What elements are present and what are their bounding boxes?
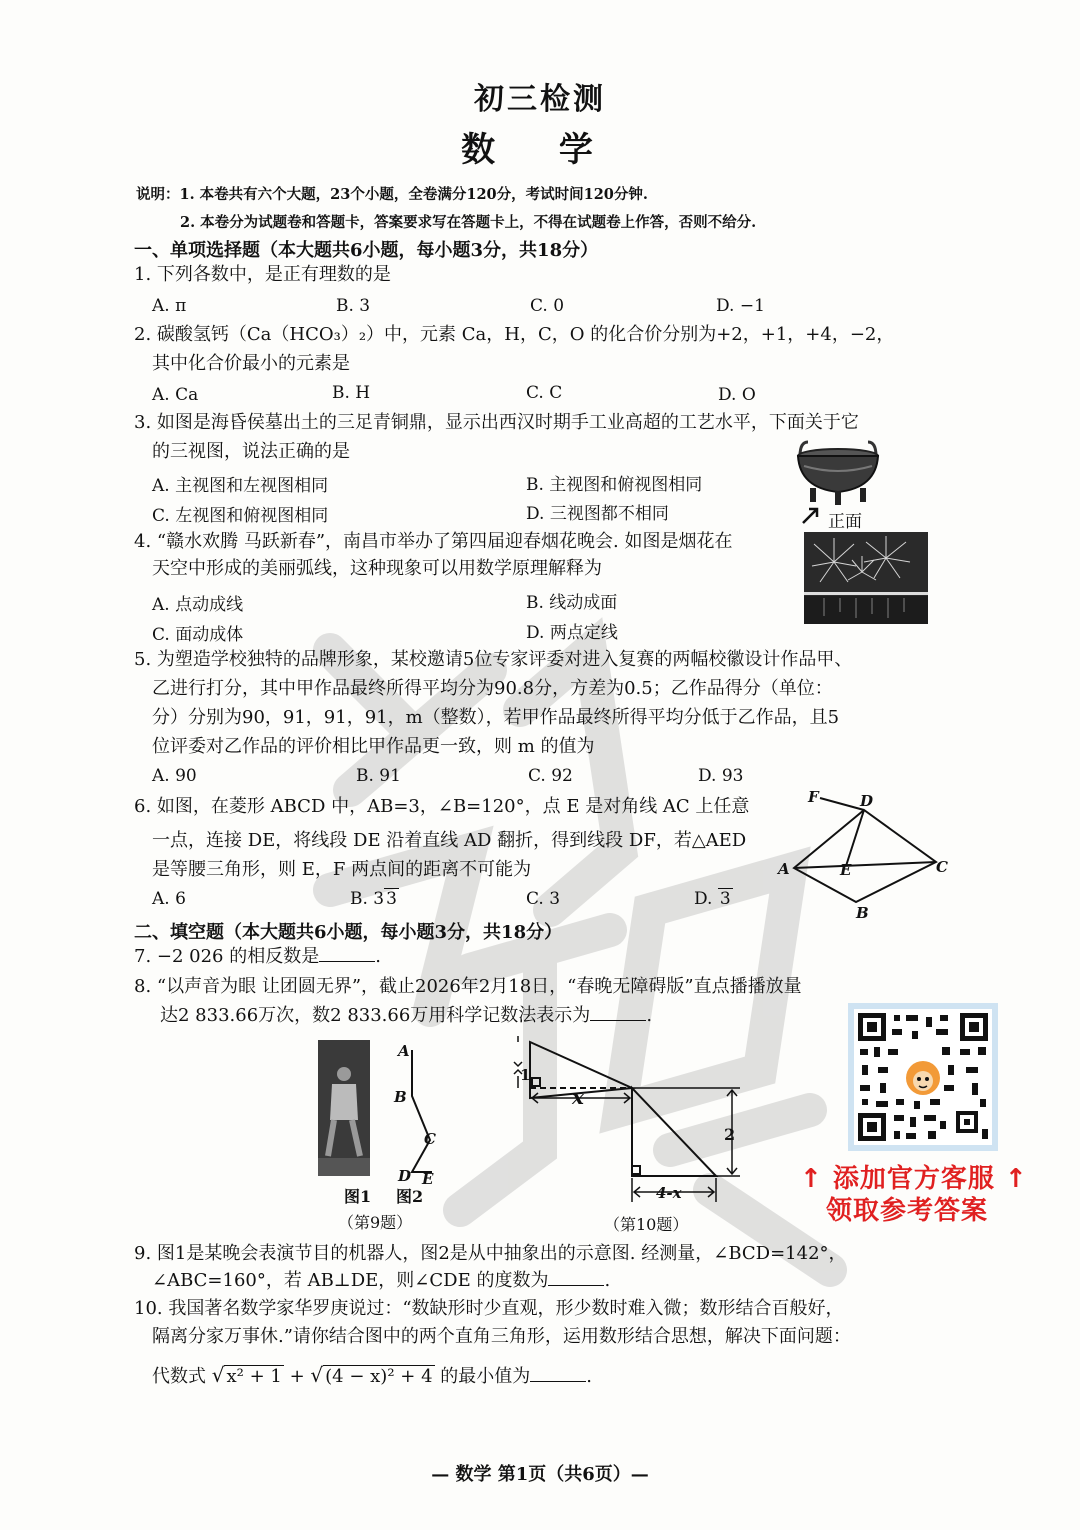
q6-option-d-root: 3 — [719, 889, 731, 909]
question-3-line2: 的三视图，说法正确的是 — [152, 441, 350, 462]
label-C: C — [936, 858, 948, 876]
radicand-2: (4 − x)² + 4 — [325, 1366, 433, 1387]
label-D: D — [860, 792, 874, 810]
q1-option-d: D. −1 — [716, 296, 765, 316]
question-8-line2-text: 达2 833.66万次，数2 833.66万用科学记数法表示为 — [160, 1005, 591, 1026]
instruction-1: 说明：1. 本卷共有六个大题，23个小题，全卷满分120分，考试时间120分钟. — [136, 186, 648, 203]
q5-option-c: C. 92 — [528, 766, 573, 786]
q6-option-c: C. 3 — [526, 889, 561, 909]
q4-option-b: B. 线动成面 — [526, 593, 618, 613]
q3-option-b: B. 主视图和俯视图相同 — [526, 475, 703, 495]
question-9-line2 — [152, 1266, 610, 1296]
question-9-line1: 9. 图1是某晚会表演节目的机器人，图2是从中抽象出的示意图. 经测量，∠BCD=142°， — [134, 1243, 847, 1264]
q4-option-a: A. 点动成线 — [152, 595, 244, 615]
question-5-line2: 乙进行打分，其中甲作品最终所得平均分为90.8分，方差为0.5；乙作品得分（单位： — [152, 678, 833, 699]
question-5-line3: 分）分别为90，91，91，91，m（整数），若甲作品最终所得平均分低于乙作品，且5 — [152, 707, 840, 728]
front-view-label: 正面 — [828, 512, 862, 532]
answer-blank-7[interactable] — [319, 945, 375, 962]
question-10-figure-caption: （第10题） — [604, 1215, 689, 1234]
fig10-label-4-minus-x: 4-x — [656, 1184, 682, 1202]
promo-line-1: ↑ 添加官方客服 ↑ — [800, 1164, 1028, 1194]
fig9-label-D: D — [398, 1167, 412, 1185]
q6-option-d — [694, 889, 733, 909]
question-7-tail: . — [375, 946, 381, 967]
plus-sign: + — [289, 1366, 305, 1387]
q6-option-b-root: 3 — [386, 889, 397, 909]
question-7 — [134, 942, 381, 972]
q6-option-d-prefix: D. — [694, 889, 718, 909]
figure-2-caption: 图2 — [396, 1187, 424, 1206]
q2-option-b: B. H — [332, 383, 371, 403]
q1-option-a: A. π — [152, 296, 187, 316]
question-10-line1: 10. 我国著名数学家华罗庚说过：“数缺形时少直观，形少数时难入微；数形结合百般好， — [134, 1298, 844, 1319]
question-9-figure-caption: （第9题） — [338, 1213, 413, 1232]
question-5-line1: 5. 为塑造学校独特的品牌形象，某校邀请5位专家评委对进入复赛的两幅校徽设计作品甲、 — [134, 649, 853, 670]
section-1-heading: 一、单项选择题（本大题共6小题，每小题3分，共18分） — [134, 240, 599, 261]
q5-option-a: A. 90 — [152, 766, 197, 786]
q6-option-b-prefix: B. 3 — [350, 889, 385, 909]
q1-option-b: B. 3 — [336, 296, 371, 316]
q5-option-b: B. 91 — [356, 766, 401, 786]
q3-option-a: A. 主视图和左视图相同 — [152, 476, 329, 496]
q2-option-a: A. Ca — [152, 385, 199, 405]
answer-blank-8[interactable] — [590, 1004, 646, 1021]
fig9-label-E: E — [422, 1170, 434, 1188]
exam-title: 初三检测 — [474, 82, 606, 117]
question-10-expression — [152, 1360, 592, 1392]
question-4-line2: 天空中形成的美丽弧线，这种现象可以用数学原理解释为 — [152, 558, 602, 579]
fig10-label-1: 1 — [520, 1066, 531, 1084]
question-10-line2: 隔离分家万事休.”请你结合图中的两个直角三角形，运用数形结合思想，解决下面问题： — [152, 1326, 851, 1347]
fig9-label-C: C — [424, 1130, 436, 1148]
question-2-line2: 其中化合价最小的元素是 — [152, 353, 350, 374]
q3-option-c: C. 左视图和俯视图相同 — [152, 506, 329, 526]
question-9-line2-text: ∠ABC=160°，若 AB⊥DE，则∠CDE 的度数为 — [152, 1270, 549, 1291]
question-6-line3: 是等腰三角形，则 E，F 两点间的距离不可能为 — [152, 859, 532, 880]
expression-prefix: 代数式 — [152, 1366, 206, 1387]
question-7-stem: 7. −2 026 的相反数是 — [134, 946, 320, 967]
question-10-tail: . — [586, 1366, 592, 1387]
fireworks-image — [804, 532, 928, 624]
expression-suffix: 的最小值为 — [440, 1366, 531, 1387]
front-arrow-icon — [800, 504, 822, 526]
q5-option-d: D. 93 — [698, 766, 744, 786]
question-2-line1: 2. 碳酸氢钙（Ca（HCO₃）₂）中，元素 Ca，H，C，O 的化合价分别为+2，+1，+4，−2， — [134, 324, 895, 345]
qr-code[interactable] — [848, 1003, 998, 1151]
label-A: A — [778, 860, 790, 878]
question-8-tail: . — [646, 1005, 653, 1026]
question-8-line1: 8. “以声音为眼 让团圆无界”，截止2026年2月18日，“春晚无障碍版”直点播播放量 — [134, 976, 802, 997]
label-F: F — [808, 788, 819, 806]
q1-option-c: C. 0 — [530, 296, 565, 316]
robot-photo — [318, 1040, 370, 1176]
q6-option-b — [350, 889, 399, 909]
q2-option-c: C. C — [526, 383, 563, 403]
fig10-label-2: 2 — [724, 1125, 736, 1144]
q3-option-d: D. 三视图都不相同 — [526, 504, 669, 524]
figure-10-diagram — [510, 1036, 780, 1208]
q4-option-c: C. 面动成体 — [152, 625, 244, 645]
fig10-label-x: x — [572, 1085, 584, 1109]
question-6-line2: 一点，连接 DE，将线段 DE 沿着直线 AD 翻折，得到线段 DF，若△AED — [152, 830, 747, 851]
figure-1-caption: 图1 — [344, 1187, 372, 1206]
q4-option-d: D. 两点定线 — [526, 623, 618, 643]
radicand-1: x² + 1 — [226, 1366, 282, 1387]
q6-option-a: A. 6 — [152, 889, 186, 909]
radical-sign-1: √ — [211, 1363, 225, 1387]
answer-blank-10[interactable] — [530, 1365, 586, 1382]
question-8-line2 — [160, 1001, 652, 1031]
instruction-2: 2. 本卷分为试题卷和答题卡，答案要求写在答题卡上，不得在试题卷上作答，否则不给分. — [180, 214, 757, 231]
fig9-label-A: A — [398, 1042, 410, 1060]
question-9-tail: . — [604, 1270, 611, 1291]
question-4-line1: 4. “赣水欢腾 马跃新春”，南昌市举办了第四届迎春烟花晚会. 如图是烟花在 — [134, 531, 733, 552]
label-E: E — [840, 861, 852, 879]
question-5-line4: 位评委对乙作品的评价相比甲作品更一致，则 m 的值为 — [152, 736, 595, 757]
promo-line-2: 领取参考答案 — [826, 1196, 989, 1226]
q2-option-d: D. O — [718, 385, 756, 405]
question-3-line1: 3. 如图是海昏侯墓出土的三足青铜鼎，显示出西汉时期手工业高超的工艺水平，下面关于它 — [134, 412, 859, 433]
subject-title: 数 学 — [461, 130, 619, 170]
question-1-stem: 1. 下列各数中，是正有理数的是 — [134, 264, 391, 285]
figure-2-diagram — [390, 1038, 450, 1188]
page-footer: — 数学 第1页（共6页）— — [431, 1464, 649, 1485]
question-6-line1: 6. 如图，在菱形 ABCD 中，AB=3，∠B=120°，点 E 是对角线 AC 上任意 — [134, 796, 750, 817]
answer-blank-9[interactable] — [548, 1269, 604, 1286]
label-B: B — [856, 904, 869, 922]
radical-sign-2: √ — [310, 1363, 324, 1387]
rhombus-figure — [772, 786, 958, 926]
section-2-heading: 二、填空题（本大题共6小题，每小题3分，共18分） — [134, 922, 563, 943]
fig9-label-B: B — [394, 1088, 407, 1106]
